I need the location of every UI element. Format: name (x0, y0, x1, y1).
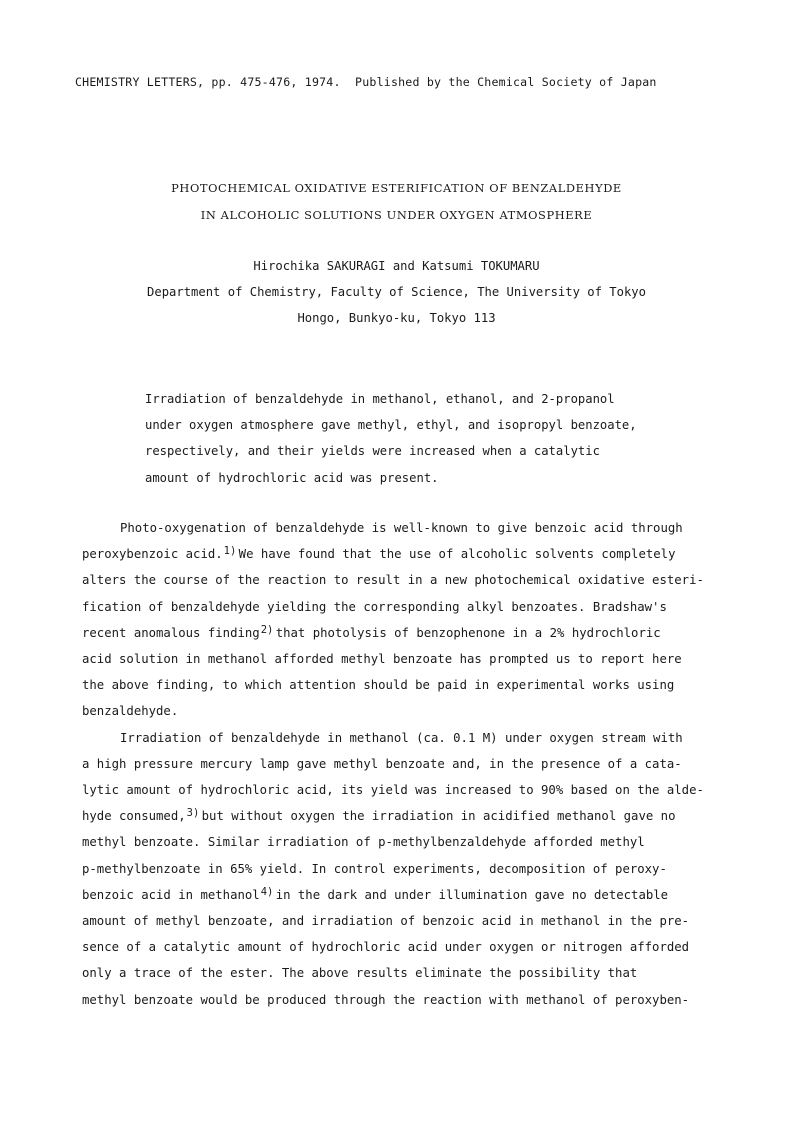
body-line: amount of methyl benzoate, and irradiation of benzoic acid in methanol in the pre- (82, 914, 690, 929)
body-line (82, 541, 722, 567)
body-text (82, 515, 722, 1013)
body-line: sence of a catalytic amount of hydrochloric acid under oxygen or nitrogen afforded (82, 940, 690, 955)
body-line: p-methylbenzoate in 65% yield. In control experiments, decomposition of peroxy- (82, 861, 667, 876)
author-names: Hirochika SAKURAGI and Katsumi TOKUMARU (253, 259, 540, 273)
abstract-line: amount of hydrochloric acid was present. (145, 470, 439, 485)
journal-header (75, 75, 657, 89)
body-line: acid solution in methanol afforded methyl benzoate has prompted us to report here (82, 652, 682, 667)
body-line (82, 803, 722, 829)
body-line: lytic amount of hydrochloric acid, its yield was increased to 90% based on the alde- (82, 783, 704, 798)
reference-marker: 3) (186, 807, 200, 820)
body-line: methyl benzoate. Similar irradiation of p-methylbenzaldehyde afforded methyl (82, 835, 645, 850)
body-line (82, 882, 722, 908)
body-text-span: hyde consumed, (82, 809, 186, 824)
body-text-span: that photolysis of benzophenone in a 2% hydrochloric (275, 625, 661, 640)
publisher-line: Published by the Chemical Society of Japan (355, 75, 657, 89)
body-line: Photo-oxygenation of benzaldehyde is well-known to give benzoic acid through (120, 521, 683, 535)
paper-title-line-2: IN ALCOHOLIC SOLUTIONS UNDER OXYGEN ATMOSPHERE (200, 208, 593, 222)
body-line: only a trace of the ester. The above results eliminate the possibility that (82, 966, 638, 981)
body-text-span: peroxybenzoic acid. (82, 547, 223, 562)
journal-citation: CHEMISTRY LETTERS, pp. 475-476, 1974. (75, 75, 341, 89)
abstract-line: under oxygen atmosphere gave methyl, ethyl, and isopropyl benzoate, (145, 418, 637, 433)
body-line (82, 620, 722, 646)
abstract-line: Irradiation of benzaldehyde in methanol, ethanol, and 2-propanol (145, 392, 615, 406)
abstract (145, 386, 665, 491)
author-affiliation: Department of Chemistry, Faculty of Science, The University of Tokyo (147, 285, 646, 299)
body-line: the above finding, to which attention should be paid in experimental works using (82, 678, 675, 693)
body-line: a high pressure mercury lamp gave methyl benzoate and, in the presence of a cata- (82, 756, 682, 771)
body-line: alters the course of the reaction to result in a new photochemical oxidative esteri- (82, 573, 704, 588)
body-text-span: recent anomalous finding (82, 625, 260, 640)
body-text-span: but without oxygen the irradiation in acidified methanol gave no (201, 809, 676, 824)
body-line: benzaldehyde. (82, 704, 179, 719)
body-text-span: We have found that the use of alcoholic solvents completely (238, 547, 676, 562)
author-address: Hongo, Bunkyo-ku, Tokyo 113 (297, 311, 496, 325)
reference-marker: 1) (223, 545, 237, 558)
abstract-line: respectively, and their yields were increased when a catalytic (145, 444, 600, 459)
body-line: Irradiation of benzaldehyde in methanol (ca. 0.1 M) under oxygen stream with (120, 730, 683, 745)
body-line: methyl benzoate would be produced through the reaction with methanol of peroxyben- (82, 992, 690, 1007)
reference-marker: 4) (260, 885, 274, 898)
body-line: fication of benzaldehyde yielding the corresponding alkyl benzoates. Bradshaw's (82, 599, 667, 614)
body-text-span: in the dark and under illumination gave no detectable (275, 887, 669, 902)
body-text-span: benzoic acid in methanol (82, 887, 260, 902)
reference-marker: 2) (260, 623, 274, 636)
paper-title-line-1: PHOTOCHEMICAL OXIDATIVE ESTERIFICATION OF BENZALDEHYDE (171, 181, 622, 195)
